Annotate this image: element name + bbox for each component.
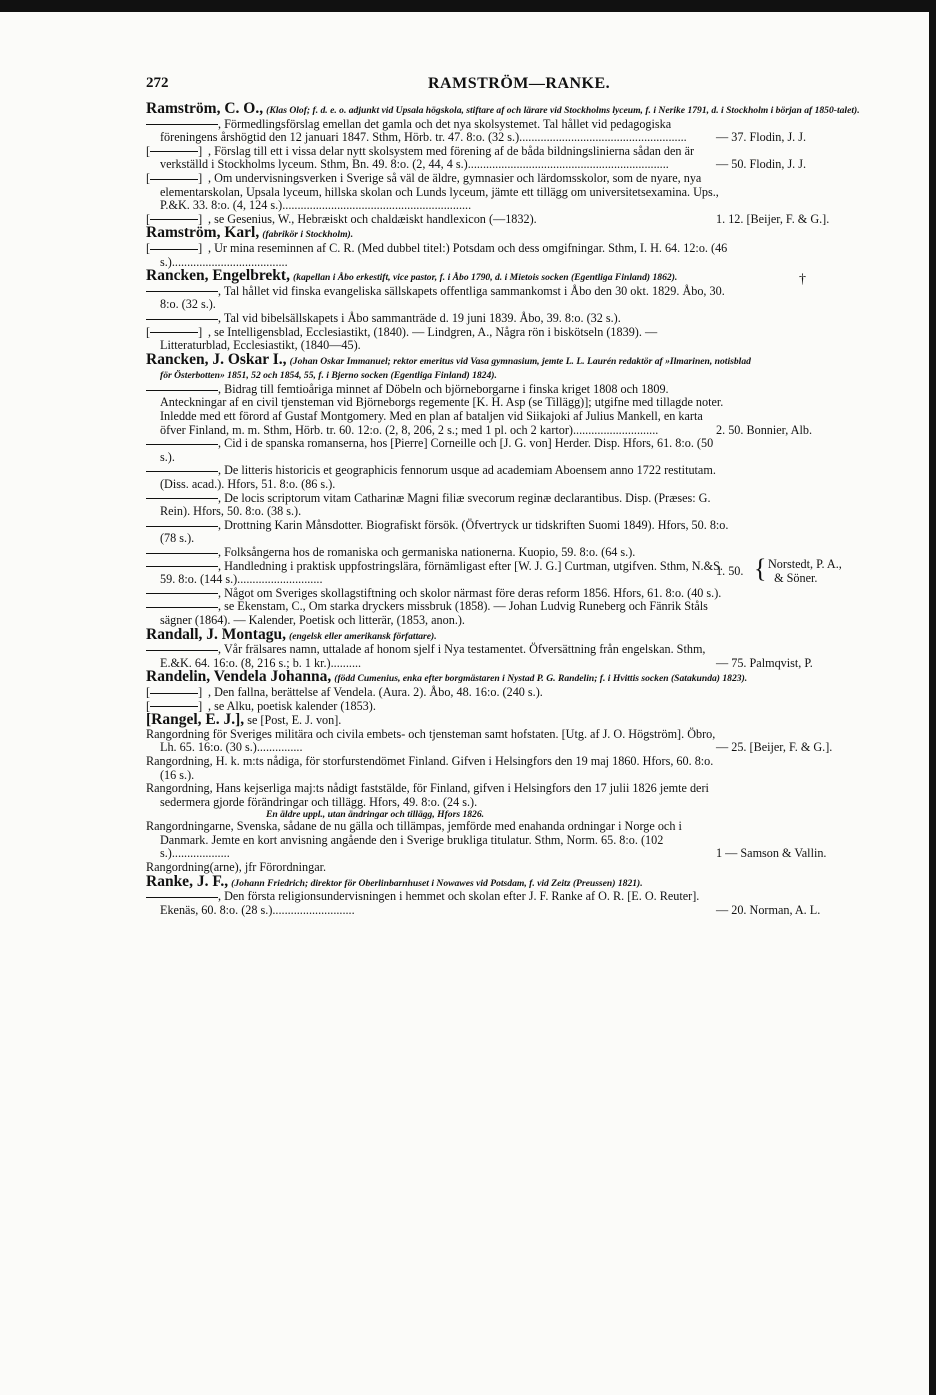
entry-text: Handledning i praktisk uppfostringslära, förnämligast efter [W. J. G.] Curtman, utgifven. Sthm, N.&S. 59. 8:o. (144 s.)............................ xyxy=(160,558,723,587)
anonymous-entry xyxy=(146,753,884,782)
title-entry: , Något om Sveriges skollagstiftning och skolor närmast före deras reform 1856. Hfors, 61. 8:o. (40 s.). 1. 50. { Norstedt, P. A., & Söner. xyxy=(160,587,884,601)
entry-text: Om undervisningsverken i Sverige så väl de äldre, gymnasier och lärdomsskolor, som de nyare, nya elementarskolan, Upsala lyceum, hillska skolan och Lunds lyceum, jämte ett tillägg om universitetsexamina. Ups., P.&K. 33. 8:o. (4, 124 s.).............................................................. xyxy=(160,170,719,213)
anonymous-entry xyxy=(146,726,884,755)
author-heading xyxy=(146,350,884,383)
title-entry: , Bidrag till femtioåriga minnet af Döbeln och björneborgarne i finska kriget 1808 och 1809. Anteckningar af en civil tjensteman vid Björneborgs regemente [K. H. Asp (se Tillägg)]; utgifne med tillagde noter. Inledde med ett förord af Gustaf Montgomery. Med en plan af bataljen vid Siikajoki af Julius Mankell, en karta öfver Finland, m. m. Sthm, Hörb. tr. 60. 12:o. (2, 8, 206, 2 s.; med 1 pl. och 2 kartor)............................ 2. 50. Bonnier, Alb. xyxy=(160,383,884,437)
title-entry: [ ], Förslag till ett i vissa delar nytt skolsystem med förening af de båda bildningslinierna sådan den är verkställd i Stockholms lyceum. Sthm, Bn. 49. 8:o. (2, 44, 4 s.).................................................................. — 50. Flodin, J. J. xyxy=(160,145,884,172)
cross-reference: se [Post, E. J. von]. xyxy=(247,713,342,728)
entry-text: Rangordning, H. k. m:ts nådiga, för storfurstendömet Finland. Gifven i Helsingfors den 19 maj 1860. Hfors, 60. 8:o. (16 s.). xyxy=(146,753,714,782)
entry-text: De litteris historicis et geographicis fennorum usque ad academiam Aboensem anno 1722 restitutam. (Diss. acad.). Hfors, 51. 8:o. (86 s.). xyxy=(160,463,716,492)
author-note: (född Cumenius, enka efter borgmästaren i Nystad P. G. Randelin; f. i Hvittis socken (Satakunda) 1823). xyxy=(334,673,748,685)
dash-marker xyxy=(146,587,218,601)
entry-text: Rangordningarne, Svenska, sådane de nu gälla och tillämpas, jemförde med enahanda ordningar i Norge och i Danmark. Jemte en kort anvisning angående den i Sverige brukliga titulatur. Sthm, Norm. 65. 8:o. (102 s.)................... xyxy=(146,819,682,861)
price-publisher: — 20. Norman, A. L. xyxy=(716,902,821,917)
dash-marker xyxy=(146,560,218,574)
author-name: Rancken, Engelbrekt, xyxy=(146,267,290,285)
author-heading xyxy=(146,872,884,891)
title-entry: , Den första religionsundervisningen i hemmet och skolan efter J. F. Ranke af O. R. [E. O. Reuter]. Ekenäs, 60. 8:o. (28 s.)........................... — 20. Norman, A. L. xyxy=(160,890,884,917)
edition-note: En äldre uppl., utan ändringar och tillägg, Hfors 1826. xyxy=(266,809,485,821)
price-publisher: — 37. Flodin, J. J. xyxy=(716,130,807,145)
entry-text: Ur mina reseminnen af C. R. (Med dubbel titel:) Potsdam och dess omgifningar. Sthm, I. H. 64. 12:o. (46 s.)...................................... xyxy=(160,240,728,269)
title-entry: [ ], se Gesenius, W., Hebræiskt och chaldæiskt handlexicon (—1832). 1. 12. [Beijer, F. & G.]. xyxy=(160,213,884,227)
entry-text: Något om Sveriges skollagstiftning och skolor närmast före deras reform 1856. Hfors, 61. 8:o. (40 s.). xyxy=(224,585,722,600)
title-entry: [ ], se Intelligensblad, Ecclesiastikt, (1840). — Lindgren, A., Några rön i biskötseln (1839). — Litteraturblad, Ecclesiastikt, (1840—45). xyxy=(160,326,884,353)
entry-text: Rangordning(arne), jfr Förordningar. xyxy=(146,860,327,875)
bracket-dash-marker xyxy=(146,242,208,256)
author-name: Rancken, J. Oskar I., xyxy=(146,350,287,368)
author-note: (Johann Friedrich; direktor för Oberlinbarnhuset i Nowawes vid Potsdam, f. vid Zeitz (Preussen) 1821). xyxy=(231,877,643,889)
title-entry: [ ], Ur mina reseminnen af C. R. (Med dubbel titel:) Potsdam och dess omgifningar. Sthm, I. H. 64. 12:o. (46 s.)...................................... xyxy=(160,242,884,269)
publisher-line: Norstedt, P. A., & Söner. xyxy=(768,557,842,585)
bracket-dash-marker xyxy=(146,172,208,186)
dash-marker xyxy=(146,464,218,478)
title-entry: , Cid i de spanska romanserna, hos [Pierre] Corneille och [J. G. von] Herder. Disp. Hfors, 61. 8:o. (50 s.). xyxy=(160,437,884,464)
title-entry: , De locis scriptorum vitam Catharinæ Magni filiæ svecorum reginæ declarantibus. Disp. (Præses: G. Rein). Hfors, 50. 8:o. (38 s.). xyxy=(160,492,884,519)
entry-text: se Ekenstam, C., Om starka dryckers missbruk (1858). — Johan Ludvig Runeberg och Fänrik Ståls sägner (1864). — Kalender, Poetisk och litterär, (1853, anon.). xyxy=(160,599,708,627)
price-publisher: 1. 12. [Beijer, F. & G.]. xyxy=(716,211,830,226)
entry-text: De locis scriptorum vitam Catharinæ Magni filiæ svecorum reginæ declarantibus. Disp. (Præses: G. Rein). Hfors, 50. 8:o. (38 s.). xyxy=(160,490,711,519)
dash-marker xyxy=(146,890,218,904)
entry-text: se Gesenius, W., Hebræiskt och chaldæiskt handlexicon (—1832). xyxy=(214,211,537,226)
dash-marker xyxy=(146,600,218,614)
title-entry: , Folksångerna hos de romaniska och germaniska nationerna. Kuopio, 59. 8:o. (64 s.). xyxy=(160,546,884,560)
author-note: (engelsk eller amerikansk författare). xyxy=(289,630,437,642)
bracket-dash-marker xyxy=(146,686,208,700)
title-entry: [ ], se Alku, poetisk kalender (1853). xyxy=(160,700,884,714)
author-name: Randall, J. Montagu, xyxy=(146,625,286,643)
price-publisher: 2. 50. Bonnier, Alb. xyxy=(716,422,812,437)
dash-marker xyxy=(146,118,218,132)
dash-marker xyxy=(146,519,218,533)
entry-text: Cid i de spanska romanserna, hos [Pierre] Corneille och [J. G. von] Herder. Disp. Hfors, 61. 8:o. (50 s.). xyxy=(160,436,714,464)
entry-text: Rangordning, Hans kejserliga maj:ts nådigt faststälde, för Finland, gifven i Helsingfors den 17 julii 1826 jemte deri sedermera gjorde förändringar och tillägg. Hfors, 49. 8:o. (24 s.). xyxy=(146,781,709,809)
entry-text: Rangordning för Sveriges militära och civila embets- och tjensteman samt hofstaten. [Utg. af J. O. Högström]. Öbro, Lh. 65. 16:o. (30 s.)............... xyxy=(146,726,716,755)
title-entry: , Tal hållet vid finska evangeliska sällskapets offentliga sammankomst i Åbo den 30 okt. 1829. Åbo, 30. 8:o. (32 s.). xyxy=(160,285,884,312)
author-heading xyxy=(146,100,884,118)
price-publisher: — 25. [Beijer, F. & G.]. xyxy=(716,740,833,755)
dash-marker xyxy=(146,546,218,560)
brace-glyph: { xyxy=(754,554,767,584)
anonymous-entry xyxy=(146,781,884,809)
dash-marker xyxy=(146,285,218,299)
scan-right-edge xyxy=(929,0,936,1395)
author-name: [Rangel, E. J.], xyxy=(146,711,245,729)
author-heading xyxy=(146,625,884,644)
entry-text: Förslag till ett i vissa delar nytt skolsystem med förening af de båda bildningslinierna sådan den är verkställd i Stockholms lyceum. Sthm, Bn. 49. 8:o. (2, 44, 4 s.).................................................................. xyxy=(160,143,695,172)
title-entry: , Tal vid bibelsällskapets i Åbo sammanträde d. 19 juni 1839. Åbo, 39. 8:o. (32 s.). xyxy=(160,312,884,326)
entry-text: Den första religionsundervisningen i hemmet och skolan efter J. F. Ranke af O. R. [E. O. Reuter]. Ekenäs, 60. 8:o. (28 s.)........................... xyxy=(160,889,700,917)
author-heading xyxy=(146,668,884,686)
entry-text: se Intelligensblad, Ecclesiastikt, (1840). — Lindgren, A., Några rön i biskötseln (1839). — Litteraturblad, Ecclesiastikt, (1840—45). xyxy=(160,324,658,353)
entry-text: Tal vid bibelsällskapets i Åbo sammanträde d. 19 juni 1839. Åbo, 39. 8:o. (32 s.). xyxy=(223,310,621,325)
title-entry: [ ], Den fallna, berättelse af Vendela. (Aura. 2). Åbo, 48. 16:o. (240 s.). xyxy=(160,686,884,700)
entry-text: Bidrag till femtioåriga minnet af Döbeln och björneborgarne i finska kriget 1808 och 1809. Anteckningar af en civil tjensteman vid Björneborgs regemente [K. H. Asp (se Tillägg)]; utgifne med tillagde noter. Inledde med ett förord af Gustaf Montgomery. Med en plan af bataljen vid Siikajoki af Julius Mankell, en karta öfver Finland, m. m. Sthm, Hörb. tr. 60. 12:o. (2, 8, 206, 2 s.; med 1 pl. och 2 kartor)............................ xyxy=(160,381,724,437)
entry-text: Tal hållet vid finska evangeliska sällskapets offentliga sammankomst i Åbo den 30 okt. 1829. Åbo, 30. 8:o. (32 s.). xyxy=(160,283,725,312)
dagger-mark: † xyxy=(799,272,806,288)
title-entry: , Förmedlingsförslag emellan det gamla och det nya skolsystemet. Tal hållet vid pedagogiska föreningens årshögtid den 12 januari 1847. Sthm, Hörb. tr. 47. 8:o. (32 s.)....................................................... — 37. Flodin, J. J. xyxy=(160,118,884,145)
scan-top-edge xyxy=(0,0,936,12)
author-name: Ramström, Karl, xyxy=(146,224,260,242)
price-publisher: — 75. Palmqvist, P. xyxy=(716,655,813,670)
title-entry: , Handledning i praktisk uppfostringslära, förnämligast efter [W. J. G.] Curtman, utgifven. Sthm, N.&S. 59. 8:o. (144 s.)............................ xyxy=(160,560,884,587)
entry-text: Drottning Karin Månsdotter. Biografiskt försök. (Öfvertryck ur tidskriften Suomi 1849). Hfors, 50. 8:o. (78 s.). xyxy=(160,517,729,546)
bracket-dash-marker xyxy=(146,326,208,340)
author-note: (Johan Oskar Immanuel; rektor emeritus vid Vasa gymnasium, jemte L. L. Laurén redaktör af »Ilmarinen, notisblad för Österbotten» 1851, 52 och 1854, 55, f. i Bjerno socken (Egentliga Finland) 1824). xyxy=(160,355,751,382)
author-name: Ranke, J. F., xyxy=(146,872,229,890)
title-entry: , se Ekenstam, C., Om starka dryckers missbruk (1858). — Johan Ludvig Runeberg och Fänrik Ståls sägner (1864). — Kalender, Poetisk och litterär, (1853, anon.). xyxy=(160,600,884,627)
bracket-dash-marker xyxy=(146,145,208,159)
author-heading xyxy=(146,267,884,288)
entry-text: Vår frälsares namn, uttalade af honom sjelf i Nya testamentet. Öfversättning från engelskan. Sthm, E.&K. 64. 16:o. (8, 216 s.; b. 1 kr.).......... xyxy=(160,642,706,670)
author-name: Randelin, Vendela Johanna, xyxy=(146,668,332,686)
anonymous-entry xyxy=(146,819,884,861)
entry-text: Förmedlingsförslag emellan det gamla och det nya skolsystemet. Tal hållet vid pedagogiska föreningens årshögtid den 12 januari 1847. Sthm, Hörb. tr. 47. 8:o. (32 s.)....................................................... xyxy=(160,116,687,145)
author-note: (kapellan i Åbo erkestift, vice pastor, f. i Åbo 1790, d. i Mietois socken (Egentliga Finland) 1862). xyxy=(293,272,678,284)
dash-marker xyxy=(146,437,218,451)
dash-marker xyxy=(146,383,218,397)
author-note: (Klas Olof; f. d. e. o. adjunkt vid Upsala högskola, stiftare af och lärare vid Stockholms lyceum, f. i Nerike 1791, d. i Stockholm i början af 1850-talet). xyxy=(266,105,860,116)
title-entry: [ ], Om undervisningsverken i Sverige så väl de äldre, gymnasier och lärdomsskolor, som de nyare, nya elementarskolan, Upsala lyceum, hillska skolan och Lunds lyceum, jämte ett tillägg om universitetsexamina. Ups., P.&K. 33. 8:o. (4, 124 s.).............................................................. xyxy=(160,172,884,213)
dash-marker xyxy=(146,643,218,657)
dash-marker xyxy=(146,312,218,326)
dash-marker xyxy=(146,492,218,506)
running-head: RAMSTRÖM—RANKE. xyxy=(428,75,611,92)
catalogue-entries xyxy=(146,102,884,917)
entry-text: Den fallna, berättelse af Vendela. (Aura. 2). Åbo, 48. 16:o. (240 s.). xyxy=(214,684,543,699)
entry-text: se Alku, poetisk kalender (1853). xyxy=(214,698,376,713)
author-heading xyxy=(146,711,884,729)
title-entry: , De litteris historicis et geographicis fennorum usque ad academiam Aboensem anno 1722 restitutam. (Diss. acad.). Hfors, 51. 8:o. (86 s.). xyxy=(160,464,884,491)
price-amount: 1. 50. xyxy=(716,564,744,579)
author-note: (fabrikör i Stockholm). xyxy=(262,229,354,241)
shared-price-block xyxy=(716,554,884,586)
entry-text: Folksångerna hos de romaniska och germaniska nationerna. Kuopio, 59. 8:o. (64 s.). xyxy=(224,545,636,559)
price-publisher: — 50. Flodin, J. J. xyxy=(716,157,807,172)
anonymous-entry xyxy=(146,860,884,875)
price-publisher: 1 — Samson & Vallin. xyxy=(716,846,827,861)
author-heading xyxy=(146,224,884,242)
title-entry: , Drottning Karin Månsdotter. Biografiskt försök. (Öfvertryck ur tidskriften Suomi 1849). Hfors, 50. 8:o. (78 s.). xyxy=(160,519,884,546)
author-name: Ramström, C. O., xyxy=(146,100,264,117)
page-number: 272 xyxy=(146,75,169,91)
title-entry: , Vår frälsares namn, uttalade af honom sjelf i Nya testamentet. Öfversättning från engelskan. Sthm, E.&K. 64. 16:o. (8, 216 s.; b. 1 kr.).......... — 75. Palmqvist, P. xyxy=(160,643,884,670)
